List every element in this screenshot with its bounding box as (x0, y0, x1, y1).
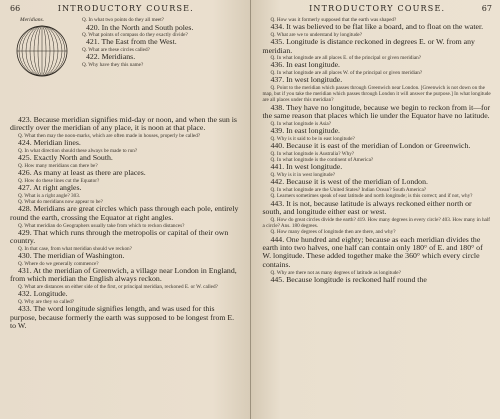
answer-paragraph: 438. They have no longitude, because we begin to reckon from it—for the same reason that places which lie under the Equator have no latitude. (262, 102, 491, 121)
question-line: Q. What then may the noon-marks, which are often made in houses, properly be called? (18, 133, 201, 140)
question-line: Q. In that case, from what meridian should we reckon? (18, 245, 132, 252)
answer-paragraph: 427. At right angles. (18, 183, 82, 193)
right-running-head: INTRODUCTORY COURSE. (309, 4, 446, 13)
question-line: Q. In what longitude is the continent of America? (270, 157, 374, 164)
question-line: Q. In what longitude is Asia? (270, 120, 332, 127)
answer-paragraph: 439. In east longitude. (270, 125, 341, 135)
question-line: Q. In what two points do they all meet? (82, 17, 164, 24)
question-line: Q. How many degrees of longitude then are there, and why? (270, 229, 396, 236)
question-line: Q. What are we to understand by longitude? (270, 31, 363, 38)
question-line: Q. Learners sometimes speak of east latitude and north longitude; is this correct; and if not, why? (270, 193, 473, 200)
meridians-figure (14, 17, 70, 116)
answer-paragraph: 435. Longitude is distance reckoned in degrees E. or W. from any meridian. (262, 37, 475, 55)
answer-paragraph: 430. The meridian of Washington. (18, 251, 125, 261)
question-line: Q. Why is it said to be in east longitude? (270, 135, 355, 142)
answer-paragraph: 423. Because meridian signifies mid-day or noon, and when the sun is directly over the meridian of any place, it is noon at that place. (10, 115, 237, 133)
left-running-head: INTRODUCTORY COURSE. (57, 4, 194, 13)
answer-paragraph: 420. In the North and South poles. (86, 22, 194, 32)
question-line: Q. In what longitude are all places W. of the principal or given meridian? (270, 70, 423, 77)
answer-paragraph: 445. Because longitude is reckoned half round the (270, 274, 427, 284)
answer-paragraph: 426. As many at least as there are places. (18, 168, 146, 178)
answer-paragraph: 440. Because it is east of the meridian of London or Greenwich. (270, 140, 471, 150)
answer-paragraph: 431. At the meridian of Greenwich, a village near London in England, from which meridian the English always reckon. (10, 265, 237, 284)
answer-paragraph: 436. In east longitude. (270, 60, 341, 70)
left-page-number: 66 (10, 4, 21, 13)
question-line: Q. Why is it in west longitude? (270, 171, 336, 178)
question-line: Q. What is a right angle? 303. (18, 192, 81, 199)
question-line: Q. What are these circles called? (82, 47, 150, 54)
answer-paragraph: 441. In west longitude. (270, 162, 343, 172)
answer-paragraph: 421. The East from the West. (86, 37, 177, 47)
question-line: Q. In what direction should these always be made to run? (18, 148, 138, 155)
question-line: Q. Why have they this name? (82, 62, 144, 69)
left-page-content (10, 17, 242, 330)
question-line: Q. What do meridians now appear to be? (18, 199, 103, 206)
question-line: Q. What are distances on either side of the first, or principal meridian, reckoned E. or W. called? (18, 284, 218, 291)
meridians-figure-block (10, 17, 242, 116)
question-line: Q. Why are they so called? (18, 298, 75, 305)
answer-paragraph: 428. Meridians are great circles which pass through each pole, entirely round the earth, crossing the Equator at right angles. (10, 204, 239, 222)
answer-paragraph: 437. In west longitude. (270, 75, 343, 85)
answer-paragraph: 429. That which runs through the metropolis or capital of their own country. (10, 227, 229, 246)
question-line: Q. Where do we generally commence? (18, 260, 99, 267)
answer-paragraph: 424. Meridian lines. (18, 138, 81, 148)
answer-paragraph: 425. Exactly North and South. (18, 153, 113, 163)
question-line: Q. What points of compass do they exactly divide? (82, 32, 188, 39)
text-beside-figure (76, 17, 242, 68)
answer-paragraph: 432. Longitude. (18, 289, 68, 299)
question-line: Q. How do great circles divide the earth? 419. How many degrees in every circle? 403. How many in half a circle? Ans. 180 degrees. (262, 216, 491, 229)
question-line: Q. Point to the meridian which passes through Greenwich near London. [Greenwich is not down on the map, but if you take the meridian which passes through London it will answer the purpose.] In what longitude are all places under this meridian? (262, 85, 491, 104)
question-line: Q. In what longitude are all places E. of the principal or given meridian? (270, 55, 422, 62)
question-line: Q. In what longitude is Australia? Why? (270, 150, 355, 157)
right-page-body (263, 17, 493, 284)
figure-label: Meridians. (20, 17, 44, 23)
globe-meridians-illustration (16, 25, 68, 77)
left-page-header (10, 4, 242, 16)
answer-paragraph: 442. Because it is west of the meridian of London. (270, 177, 428, 187)
right-page-number: 67 (481, 4, 492, 13)
answer-paragraph: 443. It is not, because latitude is always reckoned either north or south, and longitude either east or west. (262, 198, 472, 216)
answer-paragraph: 444. One hundred and eighty; because as each meridian divides the earth into two halves, one half can contain only 180° of E. and 180° of W. longitude. These added together make the 360° which every circle contains. (262, 234, 483, 269)
question-line: Q. What meridian do Geographers usually take from which to reckon distances? (18, 222, 185, 229)
right-page (251, 0, 500, 419)
right-page-header (263, 4, 493, 16)
answer-paragraph: 434. It was believed to be flat like a board, and to float on the water. (270, 22, 484, 32)
answer-paragraph: 433. The word longitude signifies length, and was used for this purpose, because formerly the earth was supposed to be longest from E. to W. (10, 304, 235, 330)
left-page-body (10, 116, 242, 330)
question-line: Q. How many meridians can there be? (18, 162, 98, 169)
question-line: Q. Why are there not as many degrees of latitude as longitude? (270, 269, 401, 276)
question-line: Q. How do these lines cut the Equator? (18, 177, 100, 184)
question-line: Q. How was it formerly supposed that the earth was shaped? (270, 17, 397, 23)
question-line: Q. In what longitude are the United States? Indian Ocean? South America? (270, 186, 427, 193)
answer-paragraph: 422. Meridians. (86, 52, 136, 62)
